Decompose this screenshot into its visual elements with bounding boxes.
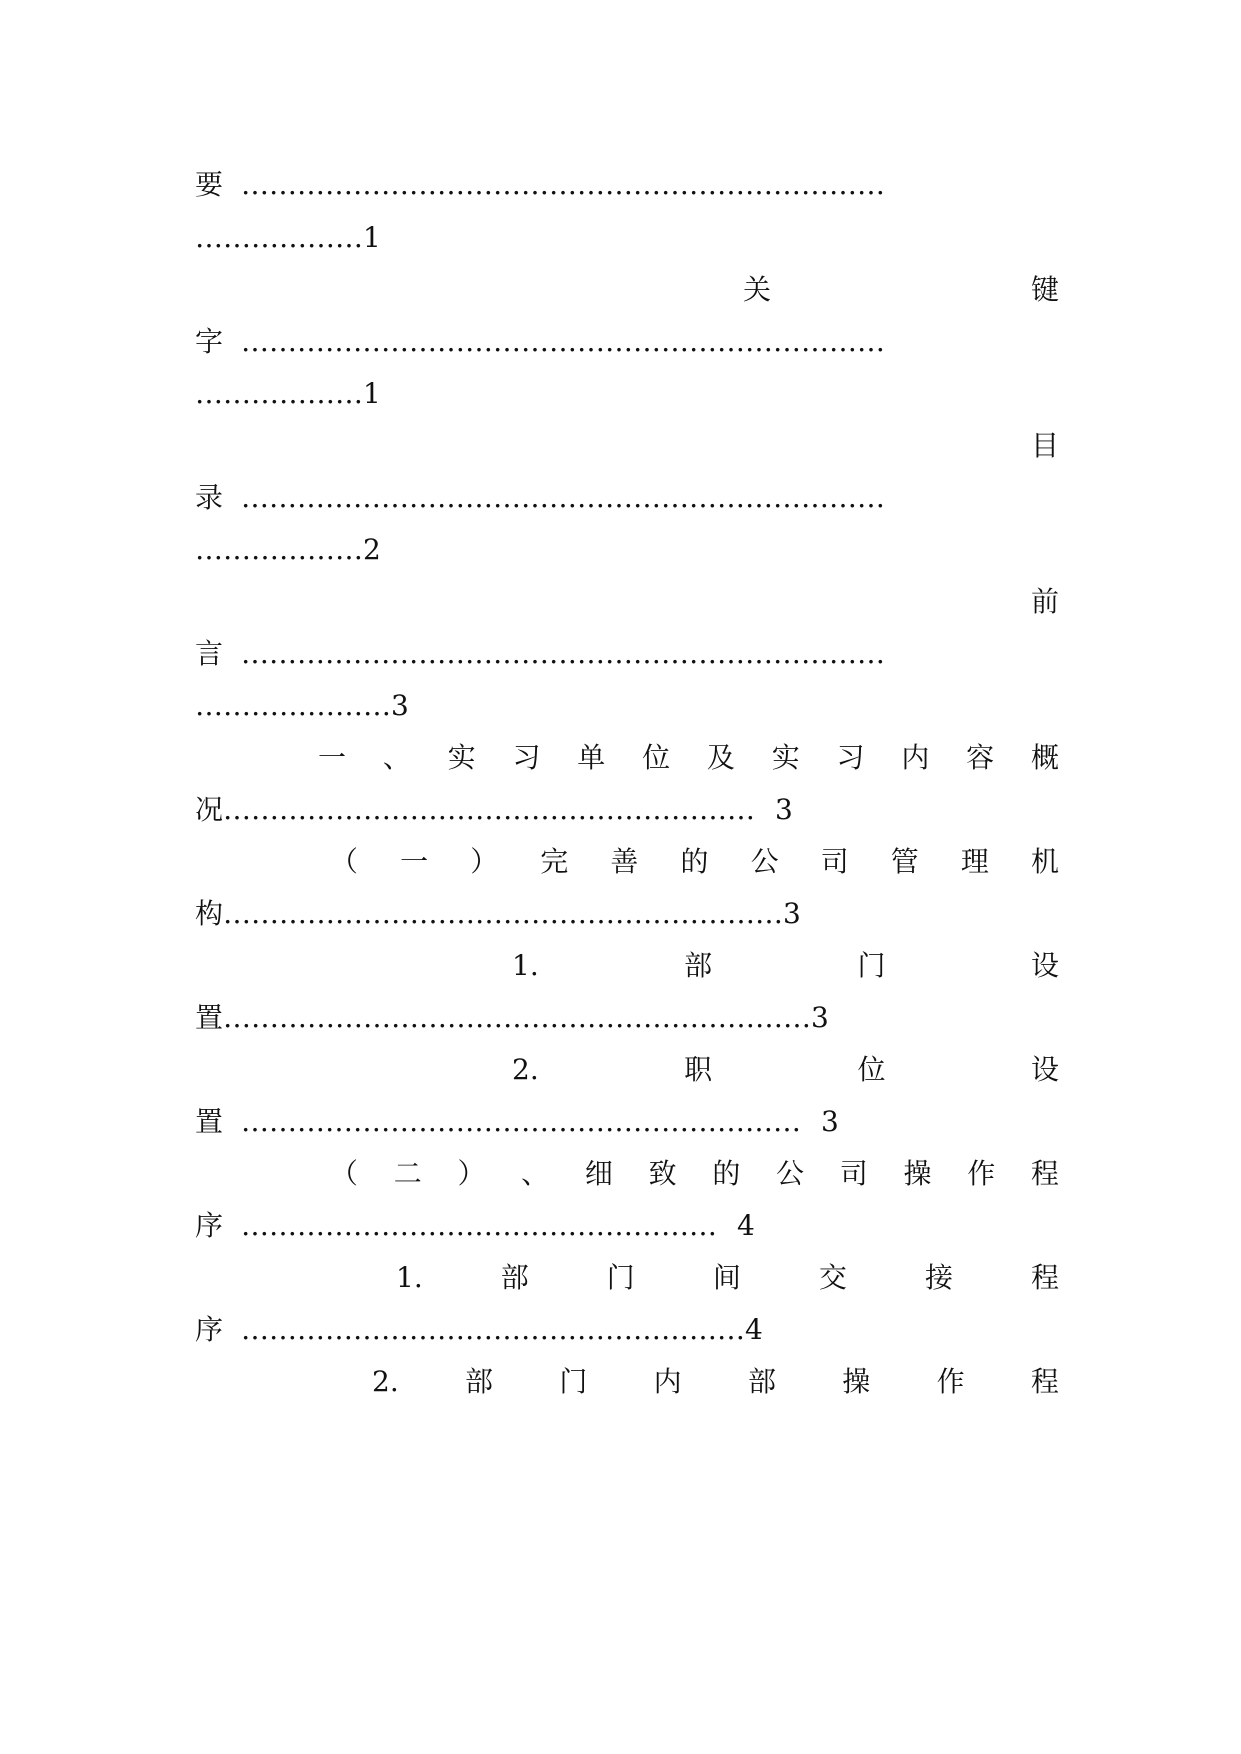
- toc-char: 细: [584, 1157, 613, 1190]
- toc-leader-dots: ………………: [195, 221, 363, 254]
- toc-char: 位: [642, 741, 671, 774]
- toc-char: 作: [967, 1157, 996, 1190]
- toc-char: 作: [936, 1365, 965, 1398]
- toc-leader-dots: …………………: [195, 689, 391, 722]
- toc-char: 的: [680, 845, 709, 878]
- toc-char: ）: [470, 845, 499, 878]
- toc-entry-item-1-1-cont: [195, 998, 1059, 1038]
- toc-text: 字: [195, 325, 224, 358]
- toc-char: 操: [903, 1157, 932, 1190]
- toc-char: 一: [400, 845, 429, 878]
- toc-char: 善: [610, 845, 639, 878]
- toc-entry-item-1-2-cont: [195, 1102, 1059, 1142]
- toc-char: 、: [382, 741, 411, 774]
- toc-text: 目: [1030, 429, 1059, 462]
- toc-char: 完: [540, 845, 569, 878]
- toc-page-number: 3: [775, 793, 793, 826]
- toc-char: 程: [1030, 1365, 1059, 1398]
- toc-char: 习: [512, 741, 541, 774]
- toc-char: 门: [606, 1261, 635, 1294]
- toc-char: 门: [559, 1365, 588, 1398]
- toc-char: 交: [818, 1261, 847, 1294]
- toc-char: 职: [684, 1053, 713, 1086]
- toc-entry-item-2-1-cont: [195, 1310, 1059, 1350]
- toc-text: 置: [195, 1105, 224, 1138]
- toc-char: 内: [653, 1365, 682, 1398]
- toc-char: 二: [393, 1157, 422, 1190]
- toc-text: 录: [195, 481, 224, 514]
- toc-leader-dots: ……………………………………………………………: [241, 481, 886, 514]
- toc-entry-contents-head: [195, 426, 1059, 466]
- toc-leader-dots: ……………………………………………………: [223, 897, 784, 930]
- toc-entry-item-2-2: [372, 1362, 1059, 1402]
- toc-entry-item-1-2: [512, 1050, 1059, 1090]
- toc-entry-preface-head: [195, 582, 1059, 622]
- toc-text: 置: [195, 1001, 224, 1034]
- toc-leader-dots: ……………………………………………………………: [241, 637, 886, 670]
- toc-entry-preface: [195, 634, 1059, 674]
- toc-entry-subsection-2-cont: [195, 1206, 1059, 1246]
- toc-char: 及: [706, 741, 735, 774]
- toc-page-number: 1: [363, 377, 381, 410]
- toc-leader-dots: ……………………………………………………………: [241, 168, 886, 201]
- toc-char: 司: [820, 845, 849, 878]
- toc-leader-dots: ………………………………………………: [241, 1313, 746, 1346]
- toc-char: （: [330, 845, 359, 878]
- toc-char: 公: [750, 845, 779, 878]
- toc-entry-subsection-1: [330, 842, 1059, 882]
- toc-page-number: 1: [363, 221, 381, 254]
- toc-char: 接: [924, 1261, 953, 1294]
- toc-entry-subsection-1-cont: [195, 894, 1059, 934]
- toc-char: 部: [684, 949, 713, 982]
- toc-page-number: 2: [363, 533, 381, 566]
- toc-leader-dots: …………………………………………………: [223, 793, 756, 826]
- toc-text: 况: [195, 793, 224, 826]
- toc-char: 1.: [512, 949, 539, 982]
- toc-char: 部: [500, 1261, 529, 1294]
- toc-char: 实: [447, 741, 476, 774]
- toc-page-number: 3: [811, 1001, 829, 1034]
- toc-entry-section-1-cont: [195, 790, 1059, 830]
- toc-char: 致: [648, 1157, 677, 1190]
- toc-text: 键: [1030, 273, 1059, 306]
- toc-char: 单: [577, 741, 606, 774]
- toc-char: 一: [318, 741, 347, 774]
- toc-entry-abstract: [195, 165, 1059, 205]
- toc-entry-contents: [195, 478, 1059, 518]
- toc-entry-keywords-cont: [195, 374, 1059, 414]
- toc-char: 门: [857, 949, 886, 982]
- toc-char: 程: [1030, 1261, 1059, 1294]
- toc-text: 构: [195, 897, 224, 930]
- toc-entry-keywords: [195, 322, 1059, 362]
- toc-char: 程: [1030, 1157, 1059, 1190]
- toc-entry-item-2-1: [396, 1258, 1059, 1298]
- toc-page-number: 4: [745, 1313, 763, 1346]
- toc-char: 1.: [396, 1261, 423, 1294]
- toc-text: 序: [195, 1209, 224, 1242]
- toc-entry-abstract-cont: [195, 218, 1059, 258]
- toc-char: 设: [1030, 949, 1059, 982]
- toc-text: 前: [1030, 585, 1059, 618]
- toc-char: 习: [836, 741, 865, 774]
- toc-char: ）: [457, 1157, 486, 1190]
- toc-char: 的: [712, 1157, 741, 1190]
- toc-char: 、: [521, 1157, 550, 1190]
- toc-text: 关: [743, 273, 772, 306]
- toc-page-number: 4: [737, 1209, 755, 1242]
- toc-entry-preface-cont: [195, 686, 1059, 726]
- toc-leader-dots: ……………………………………………: [241, 1209, 718, 1242]
- toc-text: 要: [195, 168, 224, 201]
- toc-char: 部: [747, 1365, 776, 1398]
- toc-leader-dots: ………………………………………………………: [223, 1001, 812, 1034]
- toc-char: 机: [1030, 845, 1059, 878]
- toc-char: 内: [901, 741, 930, 774]
- toc-char: 理: [960, 845, 989, 878]
- toc-char: 司: [839, 1157, 868, 1190]
- toc-text: 序: [195, 1313, 224, 1346]
- toc-char: 实: [771, 741, 800, 774]
- toc-char: 位: [857, 1053, 886, 1086]
- toc-page-number: 3: [391, 689, 409, 722]
- toc-entry-subsection-2: [330, 1154, 1059, 1194]
- toc-char: 设: [1030, 1053, 1059, 1086]
- toc-char: 容: [966, 741, 995, 774]
- toc-char: 2.: [372, 1365, 399, 1398]
- toc-char: （: [330, 1157, 359, 1190]
- toc-leader-dots: ……………………………………………………: [241, 1105, 802, 1138]
- toc-page-number: 3: [783, 897, 801, 930]
- toc-leader-dots: ……………………………………………………………: [241, 325, 886, 358]
- toc-entry-contents-cont: [195, 530, 1059, 570]
- toc-leader-dots: ………………: [195, 377, 363, 410]
- toc-char: 概: [1030, 741, 1059, 774]
- toc-char: 部: [465, 1365, 494, 1398]
- toc-entry-keywords-head: [195, 270, 1059, 310]
- toc-leader-dots: ………………: [195, 533, 363, 566]
- toc-page-number: 3: [821, 1105, 839, 1138]
- toc-char: 操: [842, 1365, 871, 1398]
- toc-char: 公: [776, 1157, 805, 1190]
- toc-text: 言: [195, 637, 224, 670]
- toc-entry-section-1: [318, 738, 1059, 778]
- toc-entry-item-1-1: [512, 946, 1059, 986]
- toc-char: 间: [712, 1261, 741, 1294]
- toc-char: 管: [890, 845, 919, 878]
- toc-char: 2.: [512, 1053, 539, 1086]
